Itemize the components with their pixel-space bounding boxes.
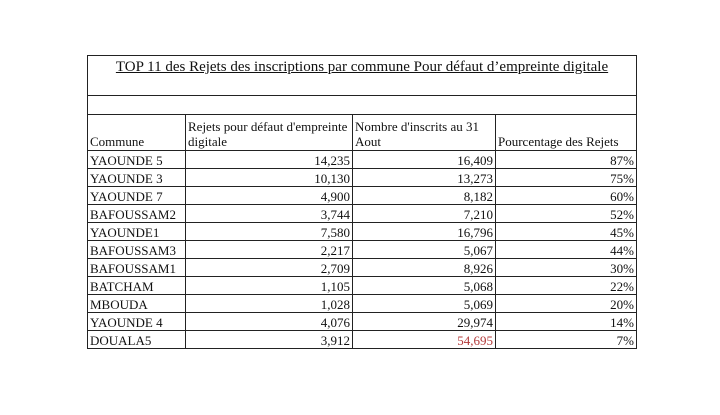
table-title: TOP 11 des Rejets des inscriptions par commune Pour défaut d’empreinte digitale — [115, 59, 609, 75]
table-row — [88, 241, 637, 259]
cell-pourcentage: 22% — [496, 277, 637, 295]
cell-inscrits: 29,974 — [353, 313, 496, 331]
cell-pourcentage: 45% — [496, 223, 637, 241]
table-row — [88, 295, 637, 313]
cell-commune: BAFOUSSAM2 — [88, 205, 186, 223]
cell-pourcentage: 14% — [496, 313, 637, 331]
header-commune: Commune — [88, 115, 186, 151]
blank-cell — [88, 96, 637, 115]
cell-pourcentage: 87% — [496, 151, 637, 169]
table-row — [88, 169, 637, 187]
cell-inscrits: 16,796 — [353, 223, 496, 241]
cell-inscrits: 13,273 — [353, 169, 496, 187]
cell-inscrits: 5,067 — [353, 241, 496, 259]
table-row — [88, 313, 637, 331]
cell-commune: BATCHAM — [88, 277, 186, 295]
cell-rejets: 14,235 — [186, 151, 353, 169]
cell-pourcentage: 44% — [496, 241, 637, 259]
cell-commune: YAOUNDE 4 — [88, 313, 186, 331]
cell-rejets: 4,076 — [186, 313, 353, 331]
cell-inscrits: 8,182 — [353, 187, 496, 205]
rejects-table — [87, 55, 637, 349]
cell-inscrits: 54,695 — [353, 331, 496, 349]
spreadsheet-table-container — [87, 55, 636, 349]
header-rejets: Rejets pour défaut d'empreinte digitale — [186, 115, 353, 151]
cell-inscrits: 5,069 — [353, 295, 496, 313]
header-inscrits: Nombre d'inscrits au 31 Aout — [353, 115, 496, 151]
cell-inscrits: 8,926 — [353, 259, 496, 277]
cell-rejets: 3,912 — [186, 331, 353, 349]
cell-inscrits: 16,409 — [353, 151, 496, 169]
cell-pourcentage: 52% — [496, 205, 637, 223]
cell-inscrits: 7,210 — [353, 205, 496, 223]
blank-row — [88, 96, 637, 115]
cell-commune: YAOUNDE 7 — [88, 187, 186, 205]
table-row — [88, 223, 637, 241]
title-row — [88, 56, 637, 96]
cell-rejets: 3,744 — [186, 205, 353, 223]
cell-pourcentage: 20% — [496, 295, 637, 313]
cell-rejets: 2,217 — [186, 241, 353, 259]
header-pourcentage: Pourcentage des Rejets — [496, 115, 637, 151]
cell-commune: MBOUDA — [88, 295, 186, 313]
table-row — [88, 277, 637, 295]
cell-commune: DOUALA5 — [88, 331, 186, 349]
cell-pourcentage: 30% — [496, 259, 637, 277]
table-row — [88, 187, 637, 205]
table-row — [88, 205, 637, 223]
cell-commune: YAOUNDE 5 — [88, 151, 186, 169]
cell-rejets: 1,028 — [186, 295, 353, 313]
table-row — [88, 331, 637, 349]
header-row — [88, 115, 637, 151]
table-title-cell — [88, 56, 637, 96]
cell-inscrits: 5,068 — [353, 277, 496, 295]
cell-rejets: 4,900 — [186, 187, 353, 205]
cell-rejets: 10,130 — [186, 169, 353, 187]
cell-commune: BAFOUSSAM3 — [88, 241, 186, 259]
cell-pourcentage: 75% — [496, 169, 637, 187]
table-row — [88, 259, 637, 277]
cell-pourcentage: 60% — [496, 187, 637, 205]
cell-commune: BAFOUSSAM1 — [88, 259, 186, 277]
table-row — [88, 151, 637, 169]
cell-rejets: 1,105 — [186, 277, 353, 295]
cell-pourcentage: 7% — [496, 331, 637, 349]
cell-commune: YAOUNDE 3 — [88, 169, 186, 187]
cell-rejets: 7,580 — [186, 223, 353, 241]
cell-rejets: 2,709 — [186, 259, 353, 277]
cell-commune: YAOUNDE1 — [88, 223, 186, 241]
